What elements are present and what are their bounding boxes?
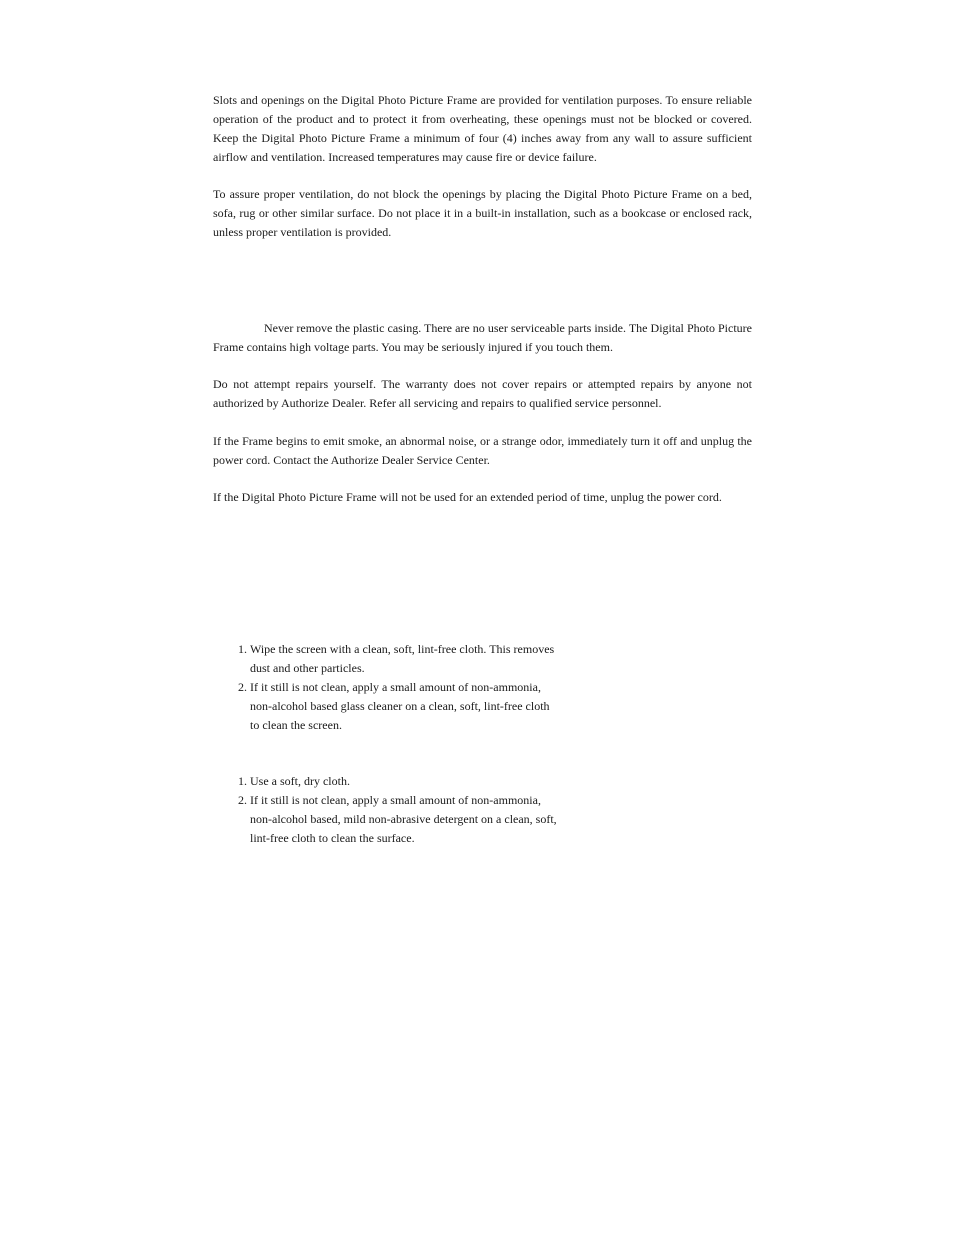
safety-paragraph-smoke: If the Frame begins to emit smoke, an abnormal noise, or a strange odor, immediately turn it off and unplug the power cord. Contact the Authorize Dealer Service Center. (213, 434, 752, 467)
safety-paragraph-casing: Never remove the plastic casing. There are no user serviceable parts inside. The Digital Photo Picture Frame contains high voltage parts. You may be seriously injured if you touch them. (213, 321, 752, 354)
list-item-text: If it still is not clean, apply a small amount of non-ammonia, non-alcohol based glass cleaner on a clean, soft, lint-free cloth to clean the screen. (250, 680, 550, 732)
safety-paragraph-repairs: Do not attempt repairs yourself. The warranty does not cover repairs or attempted repairs by anyone not authorized by Authorize Dealer. Refer all servicing and repairs to qualified service personnel. (213, 377, 752, 410)
ventilation-paragraph-1: Slots and openings on the Digital Photo Picture Frame are provided for ventilation purposes. To ensure reliable operation of the product and to protect it from overheating, these openings must not be blocked or covered. Keep the Digital Photo Picture Frame a minimum of four (4) inches away from any wall to assure sufficient airflow and ventilation. Increased temperatures may cause fire or device failure. (213, 93, 752, 164)
list-item (238, 772, 557, 791)
list-item-number: 2. (238, 793, 247, 807)
ventilation-paragraph-2: To assure proper ventilation, do not block the openings by placing the Digital Photo Picture Frame on a bed, sofa, rug or other similar surface. Do not place it in a built-in installation, such as a bookcase or enclosed rack, unless proper ventilation is provided. (213, 187, 752, 239)
frame-cleaning-list (238, 772, 557, 848)
list-item-text: Use a soft, dry cloth. (250, 774, 350, 788)
list-item-text: If it still is not clean, apply a small amount of non-ammonia, non-alcohol based, mild non-abrasive detergent on a clean, soft, lint-free cloth to clean the surface. (250, 793, 557, 845)
list-item-number: 1. (238, 774, 247, 788)
safety-paragraph-unplug: If the Digital Photo Picture Frame will not be used for an extended period of time, unplug the power cord. (213, 490, 722, 504)
list-item-text: Wipe the screen with a clean, soft, lint-free cloth. This removes dust and other particles. (250, 642, 555, 675)
list-item (238, 791, 557, 848)
screen-cleaning-list (238, 640, 554, 735)
list-item (238, 678, 554, 735)
list-item-number: 1. (238, 642, 247, 656)
list-item-number: 2. (238, 680, 247, 694)
list-item (238, 640, 554, 678)
